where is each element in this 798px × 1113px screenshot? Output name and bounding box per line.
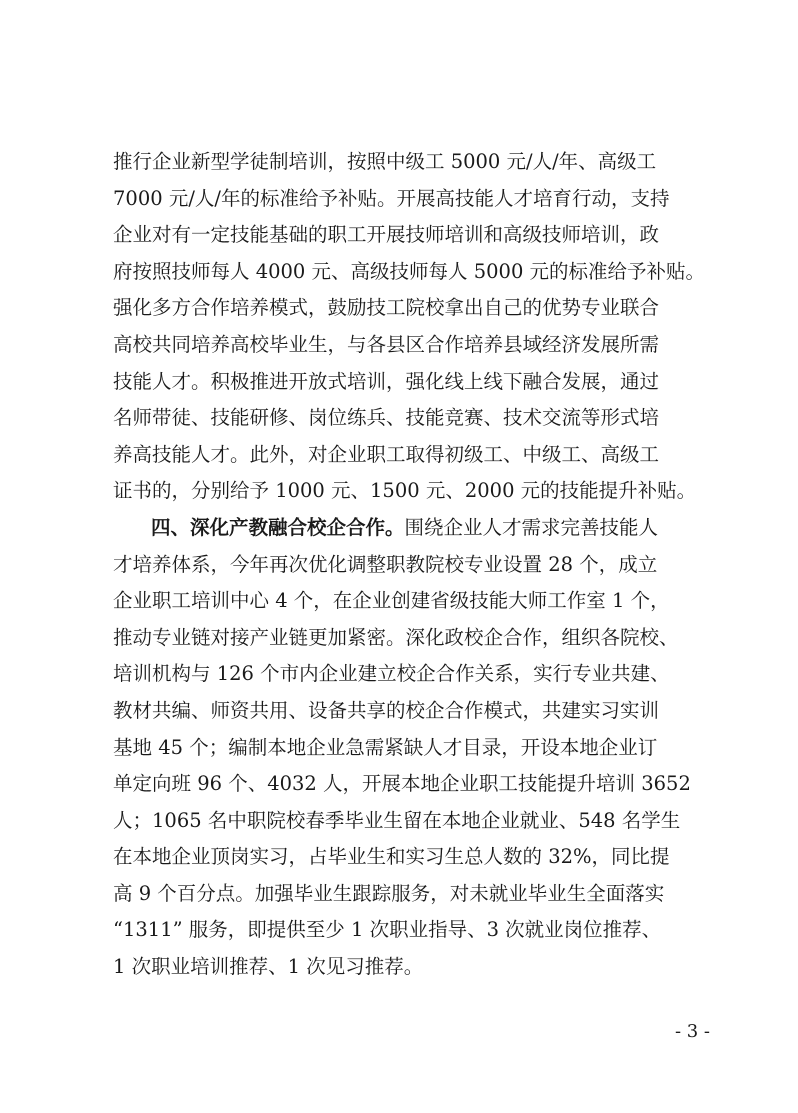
paragraph-line: 才培养体系，今年再次优化调整职教院校专业设置 28 个，成立 — [113, 552, 658, 576]
paragraph-line: 基地 45 个；编制本地企业急需紧缺人才目录，开设本地企业订 — [113, 735, 658, 759]
paragraph-line: 企业对有一定技能基础的职工开展技师培训和高级技师培训，政 — [113, 223, 660, 247]
paragraph-line: 人；1065 名中职院校春季毕业生留在本地企业就业、548 名学生 — [113, 808, 681, 832]
paragraph-line: 1 次职业培训推荐、1 次见习推荐。 — [113, 955, 424, 979]
paragraph-line: “1311” 服务，即提供至少 1 次职业指导、3 次就业岗位推荐、 — [113, 918, 662, 942]
paragraph-line: 高 9 个百分点。加强毕业生跟踪服务，对未就业毕业生全面落实 — [113, 881, 665, 905]
paragraph-line: 名师带徒、技能研修、岗位练兵、技能竞赛、技术交流等形式培 — [113, 406, 660, 430]
paragraph-line: 推行企业新型学徒制培训，按照中级工 5000 元/人/年、高级工 — [113, 150, 657, 173]
paragraph-line: 教材共编、师资共用、设备共享的校企合作模式，共建实习实训 — [113, 698, 660, 722]
section-first-line-text: 围绕企业人才需求完善技能人 — [404, 515, 659, 539]
paragraph-line: 技能人才。积极推进开放式培训，强化线上线下融合发展，通过 — [113, 369, 660, 393]
paragraph-line: 府按照技师每人 4000 元、高级技师每人 5000 元的标准给予补贴。 — [113, 259, 706, 283]
paragraph-line: 强化多方合作培养模式，鼓励技工院校拿出自己的优势专业联合 — [113, 296, 660, 320]
section-heading-line — [113, 510, 713, 547]
paragraph-line: 推动专业链对接产业链更加紧密。深化政校企合作，组织各院校、 — [113, 625, 679, 649]
paragraph-line: 培训机构与 126 个市内企业建立校企合作关系，实行专业共建、 — [113, 662, 670, 686]
paragraph-line: 企业职工培训中心 4 个，在企业创建省级技能大师工作室 1 个， — [113, 589, 670, 613]
paragraph-line: 在本地企业顶岗实习，占毕业生和实习生总人数的 32%，同比提 — [113, 845, 670, 869]
paragraph-line: 养高技能人才。此外，对企业职工取得初级工、中级工、高级工 — [113, 442, 660, 466]
body-text — [113, 144, 713, 986]
section-heading: 四、深化产教融合校企合作。 — [151, 515, 405, 539]
paragraph-line: 证书的，分别给予 1000 元、1500 元、2000 元的技能提升补贴。 — [113, 479, 697, 503]
paragraph-line: 7000 元/人/年的标准给予补贴。开展高技能人才培育行动，支持 — [113, 186, 670, 210]
paragraph-line: 单定向班 96 个、4032 人，开展本地企业职工技能提升培训 3652 — [113, 772, 691, 796]
page-number: - 3 - — [674, 1021, 710, 1042]
paragraph-line: 高校共同培养高校毕业生，与各县区合作培养县域经济发展所需 — [113, 332, 660, 356]
